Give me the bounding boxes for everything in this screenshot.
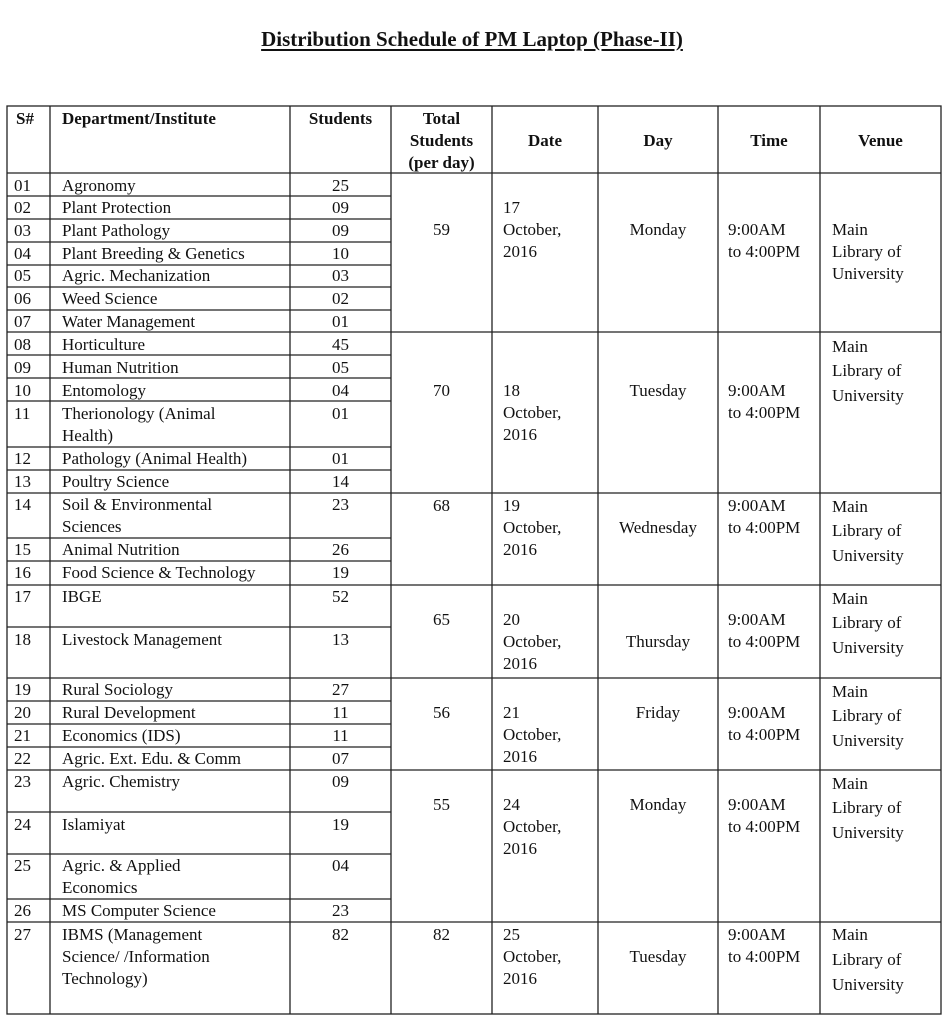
group-date-year: 2016 <box>503 747 537 766</box>
row-students: 19 <box>332 815 349 834</box>
row-dept: Pathology (Animal Health) <box>62 449 248 468</box>
row-sn: 17 <box>14 587 31 606</box>
header-time: Time <box>750 131 788 150</box>
row-students: 01 <box>332 449 349 468</box>
row-dept: Water Management <box>62 312 196 331</box>
row-students: 02 <box>332 289 349 308</box>
row-sn: 19 <box>14 680 31 699</box>
row-sn: 06 <box>14 289 31 308</box>
row-students: 03 <box>332 266 349 285</box>
group-date-year: 2016 <box>503 425 537 444</box>
group-venue-line2: Library of <box>832 521 902 540</box>
group-time-end: to 4:00PM <box>728 817 801 836</box>
row-dept-cont: Technology) <box>62 969 148 988</box>
group-time-start: 9:00AM <box>728 925 786 944</box>
group-venue-line1: Main <box>832 925 868 944</box>
group-date-year: 2016 <box>503 839 537 858</box>
row-students: 13 <box>332 630 349 649</box>
row-dept: Plant Breeding & Genetics <box>62 244 245 263</box>
group-venue-line1: Main <box>832 337 868 356</box>
row-sn: 03 <box>14 221 31 240</box>
group-day: Monday <box>629 220 687 239</box>
row-students: 52 <box>332 587 349 606</box>
row-dept-cont: Health) <box>62 426 113 445</box>
group-venue-line3: University <box>832 823 904 842</box>
group-date-day: 24 <box>503 795 520 814</box>
row-dept: Agronomy <box>62 176 136 195</box>
group-date-year: 2016 <box>503 242 537 261</box>
group-time-end: to 4:00PM <box>728 518 801 537</box>
group-time-start: 9:00AM <box>728 610 786 629</box>
row-sn: 08 <box>14 335 31 354</box>
group-day: Friday <box>635 703 681 722</box>
row-students: 09 <box>332 221 349 240</box>
row-sn: 11 <box>14 404 31 423</box>
row-dept: Economics (IDS) <box>62 726 181 745</box>
group-venue-line2: Library of <box>832 613 902 632</box>
row-students: 11 <box>332 703 349 722</box>
group-venue-line3: University <box>832 975 904 994</box>
row-dept: Agric. Ext. Edu. & Comm <box>62 749 241 768</box>
group-date-day: 25 <box>503 925 520 944</box>
group-venue-line3: University <box>832 731 904 750</box>
row-sn: 23 <box>14 772 31 791</box>
group-day: Monday <box>629 795 687 814</box>
group-date-month: October, <box>503 518 562 537</box>
row-sn: 20 <box>14 703 31 722</box>
row-students: 27 <box>332 680 349 699</box>
group-time-end: to 4:00PM <box>728 725 801 744</box>
group-total: 55 <box>433 795 450 814</box>
group-date-day: 20 <box>503 610 520 629</box>
row-sn: 07 <box>14 312 31 331</box>
group-date-month: October, <box>503 947 562 966</box>
row-dept: Agric. Chemistry <box>62 772 181 791</box>
group-venue-line1: Main <box>832 774 868 793</box>
row-dept: IBMS (Management <box>62 925 203 944</box>
page-title: Distribution Schedule of PM Laptop (Phase-II) <box>261 27 683 51</box>
group-date-day: 18 <box>503 381 520 400</box>
row-sn: 26 <box>14 901 31 920</box>
row-dept: Plant Pathology <box>62 221 171 240</box>
group-date-month: October, <box>503 817 562 836</box>
group-venue-line1: Main <box>832 682 868 701</box>
row-dept: Animal Nutrition <box>62 540 180 559</box>
group-total: 82 <box>433 925 450 944</box>
header-sno: S# <box>16 109 34 128</box>
row-students: 25 <box>332 176 349 195</box>
row-sn: 01 <box>14 176 31 195</box>
group-date-month: October, <box>503 403 562 422</box>
row-sn: 02 <box>14 198 31 217</box>
group-time-end: to 4:00PM <box>728 403 801 422</box>
row-sn: 22 <box>14 749 31 768</box>
header-total-line1: Total <box>422 109 461 128</box>
row-students: 04 <box>332 856 349 875</box>
row-dept: MS Computer Science <box>62 901 216 920</box>
row-students: 09 <box>332 772 349 791</box>
row-students: 11 <box>332 726 349 745</box>
header-total-line2: Students <box>409 131 474 150</box>
group-time-end: to 4:00PM <box>728 242 801 261</box>
group-date-month: October, <box>503 632 562 651</box>
group-day: Thursday <box>625 632 691 651</box>
row-sn: 21 <box>14 726 31 745</box>
row-sn: 04 <box>14 244 31 263</box>
group-time-start: 9:00AM <box>728 795 786 814</box>
group-venue-line1: Main <box>832 220 868 239</box>
group-date-day: 17 <box>503 198 520 217</box>
row-dept: Horticulture <box>62 335 146 354</box>
row-students: 26 <box>332 540 349 559</box>
row-students: 05 <box>332 358 349 377</box>
header-day: Day <box>643 131 673 150</box>
row-dept: Rural Development <box>62 703 196 722</box>
group-time-end: to 4:00PM <box>728 947 801 966</box>
group-time-start: 9:00AM <box>728 703 786 722</box>
row-dept: Agric. & Applied <box>62 856 181 875</box>
group-venue-line3: University <box>832 638 904 657</box>
row-sn: 15 <box>14 540 31 559</box>
group-venue-line1: Main <box>832 497 868 516</box>
group-venue-line3: University <box>832 264 904 283</box>
group-date-day: 21 <box>503 703 520 722</box>
row-students: 01 <box>332 312 349 331</box>
row-sn: 16 <box>14 563 31 582</box>
group-day: Tuesday <box>629 381 687 400</box>
group-time-start: 9:00AM <box>728 381 786 400</box>
row-dept: Rural Sociology <box>62 680 173 699</box>
group-total: 56 <box>433 703 450 722</box>
row-students: 01 <box>332 404 349 423</box>
row-dept: Soil & Environmental <box>62 495 213 514</box>
group-date-year: 2016 <box>503 969 537 988</box>
group-date-day: 19 <box>503 496 520 515</box>
header-students: Students <box>308 109 373 128</box>
row-students: 19 <box>332 563 349 582</box>
group-venue-line2: Library of <box>832 950 902 969</box>
row-sn: 25 <box>14 856 31 875</box>
group-date-month: October, <box>503 220 562 239</box>
row-sn: 10 <box>14 381 31 400</box>
header-department: Department/Institute <box>62 109 216 128</box>
row-dept: Plant Protection <box>62 198 172 217</box>
group-date-year: 2016 <box>503 540 537 559</box>
group-venue-line1: Main <box>832 589 868 608</box>
group-venue-line2: Library of <box>832 706 902 725</box>
group-time-start: 9:00AM <box>728 220 786 239</box>
group-day: Tuesday <box>629 947 687 966</box>
group-total: 59 <box>433 220 450 239</box>
group-day: Wednesday <box>619 518 697 537</box>
row-sn: 05 <box>14 266 31 285</box>
row-sn: 24 <box>14 815 31 834</box>
row-sn: 18 <box>14 630 31 649</box>
group-total: 68 <box>433 496 450 515</box>
group-time-end: to 4:00PM <box>728 632 801 651</box>
row-students: 82 <box>332 925 349 944</box>
row-dept-cont: Economics <box>62 878 138 897</box>
row-sn: 27 <box>14 925 31 944</box>
group-date-month: October, <box>503 725 562 744</box>
group-venue-line2: Library of <box>832 798 902 817</box>
row-students: 09 <box>332 198 349 217</box>
row-students: 07 <box>332 749 349 768</box>
header-date: Date <box>528 131 562 150</box>
row-sn: 12 <box>14 449 31 468</box>
group-time-start: 9:00AM <box>728 496 786 515</box>
group-venue-line2: Library of <box>832 361 902 380</box>
header-total-line3: (per day) <box>408 153 475 172</box>
row-dept: Livestock Management <box>62 630 223 649</box>
row-dept: Entomology <box>62 381 147 400</box>
row-dept: Islamiyat <box>62 815 126 834</box>
row-dept: Poultry Science <box>62 472 170 491</box>
row-students: 10 <box>332 244 349 263</box>
row-dept: Weed Science <box>62 289 158 308</box>
row-dept-cont: Science/ /Information <box>62 947 210 966</box>
row-students: 14 <box>332 472 349 491</box>
row-dept: Human Nutrition <box>62 358 179 377</box>
row-dept: Therionology (Animal <box>62 404 216 423</box>
group-date-year: 2016 <box>503 654 537 673</box>
row-students: 23 <box>332 901 349 920</box>
row-students: 04 <box>332 381 349 400</box>
row-students: 23 <box>332 495 349 514</box>
group-venue-line3: University <box>832 546 904 565</box>
group-total: 65 <box>433 610 450 629</box>
group-total: 70 <box>433 381 450 400</box>
row-students: 45 <box>332 335 349 354</box>
group-venue-line2: Library of <box>832 242 902 261</box>
group-venue-line3: University <box>832 386 904 405</box>
header-venue: Venue <box>858 131 903 150</box>
row-sn: 14 <box>14 495 31 514</box>
row-dept: IBGE <box>62 587 102 606</box>
row-sn: 09 <box>14 358 31 377</box>
row-dept-cont: Sciences <box>62 517 122 536</box>
row-sn: 13 <box>14 472 31 491</box>
row-dept: Agric. Mechanization <box>62 266 211 285</box>
row-dept: Food Science & Technology <box>62 563 256 582</box>
